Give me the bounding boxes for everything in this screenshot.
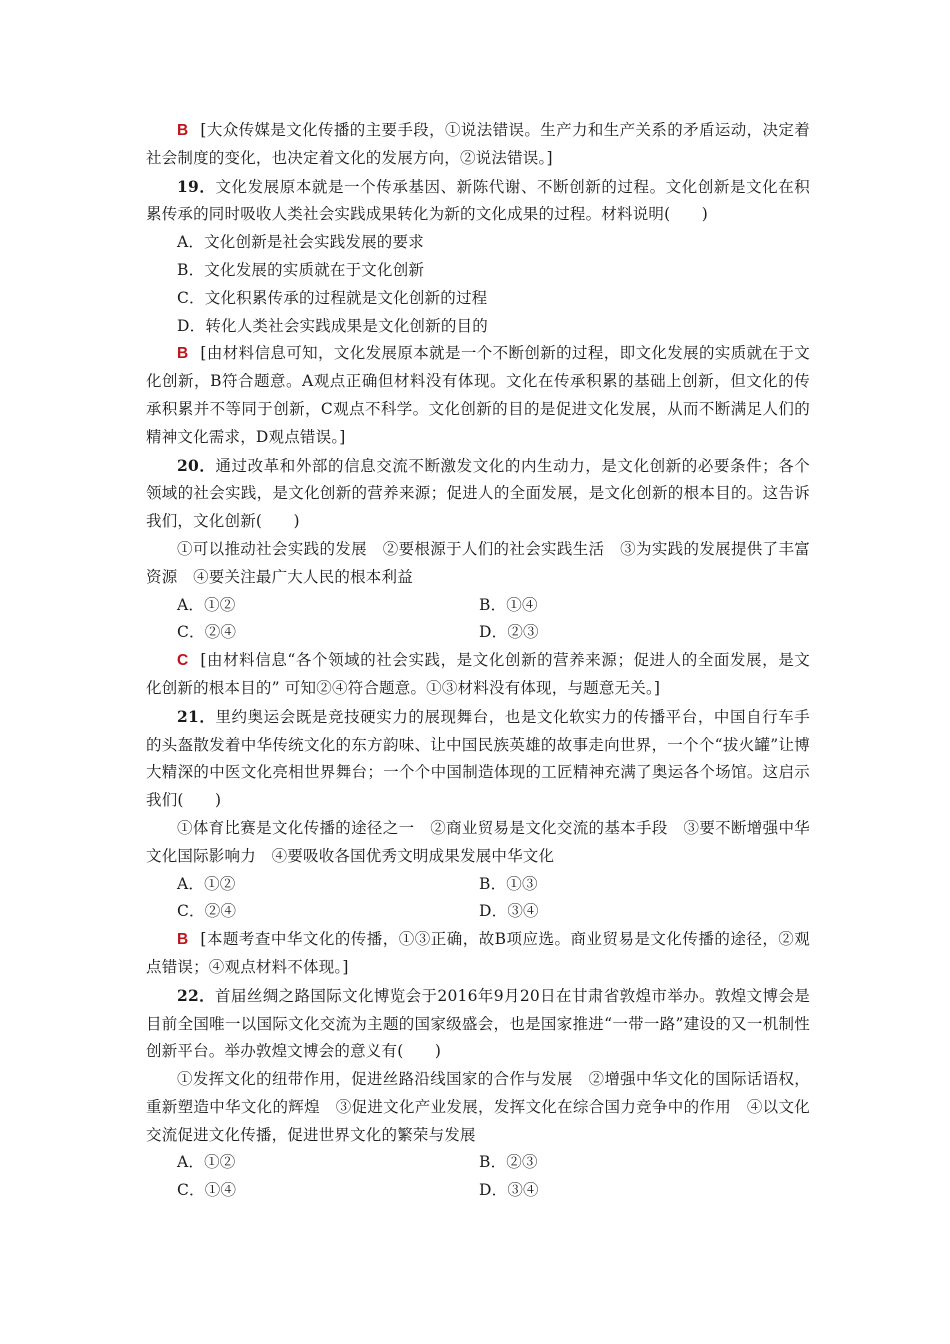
numbered-statements: ①可以推动社会实践的发展 ②要根源于人们的社会实践生活 ③为实践的发展提供了丰富资源 ④要关注最广大人民的根本利益 <box>146 539 810 586</box>
option-d: D．转化人类社会实践成果是文化创新的目的 <box>177 316 488 335</box>
numbered-statements: ①发挥文化的纽带作用，促进丝路沿线国家的合作与发展 ②增强中华文化的国际话语权，重新塑造中华文化的辉煌 ③促进文化产业发展，发挥文化在综合国力竞争中的作用 ④以文化交流促进文化传播，促进世界文化的繁荣与发展 <box>146 1070 810 1144</box>
answer-text: [本题考查中华文化的传播，①③正确，故B项应选。商业贸易是文化传播的途径，②观点错误；④观点材料不体现。] <box>146 930 810 976</box>
answer-letter: B <box>177 345 189 363</box>
answer-19 <box>146 340 810 451</box>
question-number: 21． <box>177 706 216 726</box>
question-number: 22． <box>177 985 216 1005</box>
option-b: B．①③ <box>479 874 538 893</box>
options-row <box>146 898 810 926</box>
answer-text: [由材料信息“各个领域的社会实践，是文化创新的营养来源；促进人的全面发展，是文化创新的根本目的” 可知②④符合题意。①③材料没有体现，与题意无关。] <box>146 651 810 697</box>
answer-text: [由材料信息可知，文化发展原本就是一个不断创新的过程，即文化发展的实质就在于文化创新，B符合题意。A观点正确但材料没有体现。文化在传承积累的基础上创新，但文化的传承积累并不等同于创新，C观点不科学。文化创新的目的是促进文化发展，从而不断满足人们的精神文化需求，D观点错误。] <box>146 344 810 446</box>
answer-18 <box>146 117 810 173</box>
document-page <box>146 117 810 1205</box>
option-d: D．③④ <box>479 1181 539 1200</box>
option-a: A．文化创新是社会实践发展的要求 <box>177 233 424 252</box>
question-20 <box>146 452 810 536</box>
option-d: D．②③ <box>479 623 539 642</box>
option-c: C．文化积累传承的过程就是文化创新的过程 <box>177 288 488 307</box>
options-row <box>146 1177 810 1205</box>
option-c: C．①④ <box>177 1181 237 1200</box>
question-19 <box>146 173 810 230</box>
option-a: A．①② <box>177 1153 236 1172</box>
numbered-statements: ①体育比赛是文化传播的途径之一 ②商业贸易是文化交流的基本手段 ③要不断增强中华文化国际影响力 ④要吸收各国优秀文明成果发展中华文化 <box>146 818 810 865</box>
options-row <box>146 619 810 647</box>
option-c: C．②④ <box>177 623 237 642</box>
option-b: B．②③ <box>479 1153 538 1172</box>
option-b: B．①④ <box>479 595 538 614</box>
question-stem: 首届丝绸之路国际文化博览会于2016年9月20日在甘肃省敦煌市举办。敦煌文博会是目前全国唯一以国际文化交流为主题的国家级盛会，也是国家推进“一带一路”建设的又一机制性创新平台。举办敦煌文博会的意义有( ) <box>146 986 810 1061</box>
options-row <box>146 871 810 899</box>
options-row <box>146 592 810 620</box>
answer-text: [大众传媒是文化传播的主要手段，①说法错误。生产力和生产关系的矛盾运动，决定着社会制度的变化，也决定着文化的发展方向，②说法错误。] <box>146 121 810 167</box>
question-stem: 通过改革和外部的信息交流不断激发文化的内生动力，是文化创新的必要条件；各个领域的社会实践，是文化创新的营养来源；促进人的全面发展，是文化创新的根本目的。这告诉我们，文化创新( ) <box>146 456 811 531</box>
question-stem: 文化发展原本就是一个传承基因、新陈代谢、不断创新的过程。文化创新是文化在积累传承的同时吸收人类社会实践成果转化为新的文化成果的过程。材料说明( ) <box>146 177 811 224</box>
option-d: D．③④ <box>479 902 539 921</box>
answer-21 <box>146 926 810 982</box>
question-number: 20． <box>177 455 216 475</box>
option-a: A．①② <box>177 595 236 614</box>
question-number: 19． <box>177 176 216 196</box>
answer-20 <box>146 647 810 703</box>
answer-letter: B <box>177 931 189 949</box>
answer-letter: C <box>177 652 189 670</box>
option-c: C．②④ <box>177 902 237 921</box>
options-row <box>146 1149 810 1177</box>
question-21 <box>146 703 810 815</box>
question-22 <box>146 982 810 1066</box>
option-b: B．文化发展的实质就在于文化创新 <box>177 260 425 279</box>
option-a: A．①② <box>177 874 236 893</box>
question-stem: 里约奥运会既是竞技硬实力的展现舞台，也是文化软实力的传播平台，中国自行车手的头盔散发着中华传统文化的东方韵味、让中国民族英雄的故事走向世界，一个个“拔火罐”让博大精深的中医文化亮相世界舞台；一个个中国制造体现的工匠精神充满了奥运各个场馆。这启示我们( ) <box>146 707 811 810</box>
answer-letter: B <box>177 122 189 139</box>
